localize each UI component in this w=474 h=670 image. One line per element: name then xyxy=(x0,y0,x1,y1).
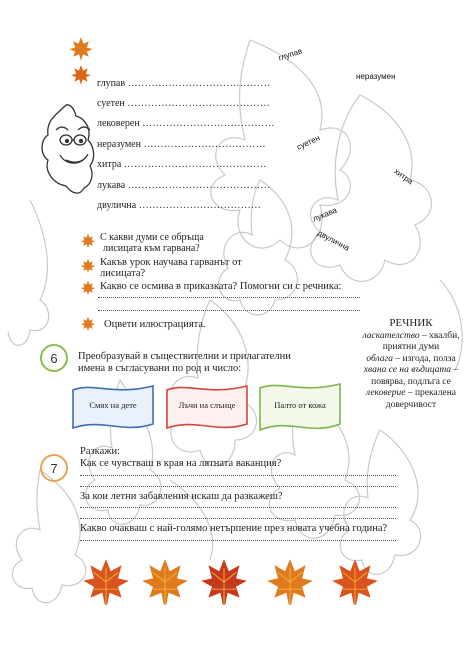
leaf-word: двулична xyxy=(315,228,351,253)
cartoon-leaf-face-illustration xyxy=(36,100,100,198)
maple-leaf-icon xyxy=(70,64,92,86)
task7-question: Как се чувстваш в края на лятната ваканция? xyxy=(80,458,282,469)
answer-line xyxy=(80,507,396,508)
answer-line xyxy=(80,475,396,476)
maple-leaf-icon xyxy=(82,558,130,606)
maple-leaf-icon xyxy=(200,558,248,606)
leaf-word: неразумен xyxy=(356,72,396,81)
glossary-entry: лековерие – прекалена xyxy=(365,388,457,398)
task7-question: За кои летни забавления искаш да разкажеш? xyxy=(80,491,283,502)
banner-label: Лъчи на слънце xyxy=(178,400,236,410)
question-text: С какви думи се обръща xyxy=(100,232,204,243)
glossary-entry: приятни думи xyxy=(382,342,440,352)
glossary xyxy=(350,318,472,411)
maple-leaf-icon xyxy=(141,558,189,606)
word-list-item: двулична ……………………………… xyxy=(97,200,262,211)
leaf-word: лукава xyxy=(311,205,339,224)
glossary-title: РЕЧНИК xyxy=(389,317,433,329)
word-list-item: лукава …………………………………… xyxy=(97,180,271,191)
maple-leaf-bullet-icon xyxy=(80,316,96,332)
glossary-entry: ласкателство – хвалби, xyxy=(362,330,460,341)
word-list-item: хитра …………………………………… xyxy=(97,159,267,170)
answer-line xyxy=(80,518,396,519)
task7-heading: Разкажи: xyxy=(80,446,121,457)
answer-line xyxy=(80,540,396,541)
glossary-entry: облага – изгода, полза xyxy=(366,353,456,364)
banner-label: Палто от кожа xyxy=(274,400,326,410)
glossary-entry: доверчивост xyxy=(385,399,437,410)
glossary-entry: повярва, подлъга се xyxy=(371,376,451,387)
word-list-item: глупав …………………………………… xyxy=(97,78,271,89)
glossary-entry: хвана се на въдицата – xyxy=(363,365,459,375)
question-text: лисицата? xyxy=(100,268,146,279)
answer-line xyxy=(98,310,360,311)
word-list-item: суетен …………………………………… xyxy=(97,98,271,109)
leaf-word: хитра xyxy=(392,166,415,187)
answer-line xyxy=(80,486,396,487)
question-text: Какъв урок научава гарванът от xyxy=(100,257,242,268)
maple-leaf-icon xyxy=(68,36,94,62)
task6-instruction: Преобразувай в съществителни и прилагателни xyxy=(78,351,291,362)
question-text: лисицата към гарвана? xyxy=(103,243,200,254)
leaf-word: суетен xyxy=(295,133,322,152)
maple-leaf-bullet-icon xyxy=(80,258,96,274)
question-text: Оцвети илюстрацията. xyxy=(104,319,206,330)
banner-label: Смях на дете xyxy=(89,400,137,410)
answer-line xyxy=(98,297,360,298)
task-number-badge: 7 xyxy=(40,454,68,482)
question-text: Какво се осмива в приказката? Помогни си с речника: xyxy=(100,281,342,292)
maple-leaf-icon xyxy=(331,558,379,606)
leaf-word: глупав xyxy=(277,46,304,63)
maple-leaf-bullet-icon xyxy=(80,233,96,249)
maple-leaf-bullet-icon xyxy=(80,280,96,296)
maple-leaf-icon xyxy=(266,558,314,606)
task-number-badge: 6 xyxy=(40,344,68,372)
word-list-item: лековерен ………………………………… xyxy=(97,118,275,129)
task6-instruction: имена в съгласувани по род и число: xyxy=(78,363,242,374)
task7-question: Какво очакваш с най-голямо нетърпение през новата учебна година? xyxy=(80,523,388,534)
word-list-item: неразумен ……………………………… xyxy=(97,139,266,150)
